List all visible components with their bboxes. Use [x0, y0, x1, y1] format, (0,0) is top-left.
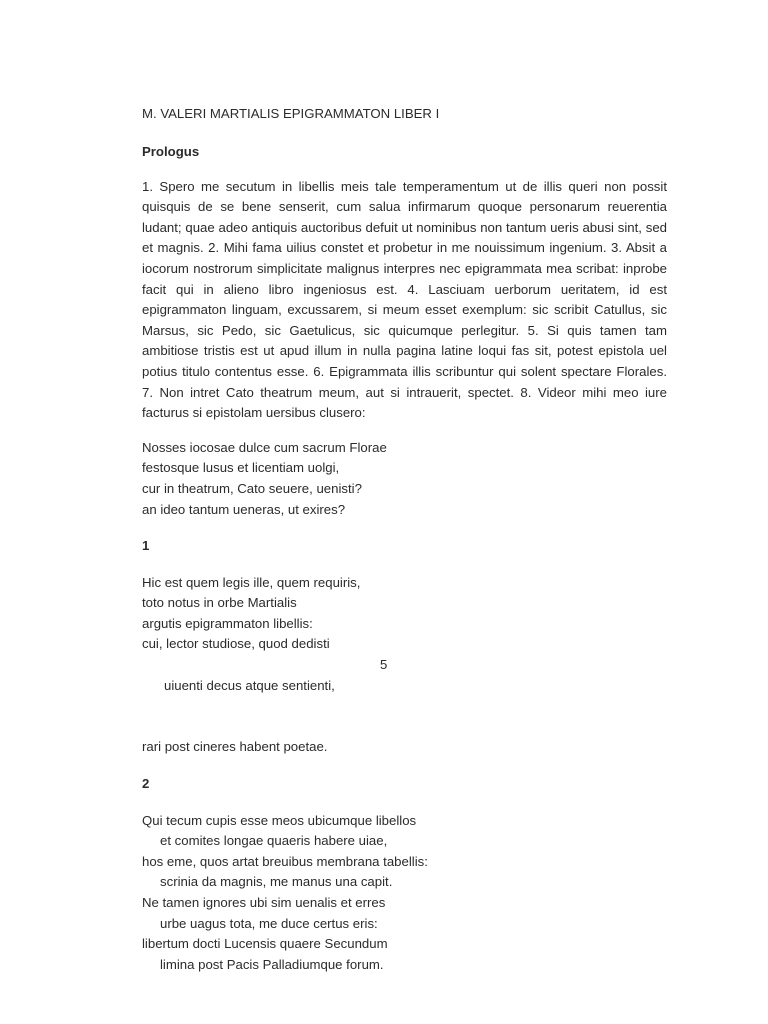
verse-line: hos eme, quos artat breuibus membrana tabellis: [142, 853, 428, 869]
verse-line: Qui tecum cupis esse meos ubicumque libellos [142, 812, 417, 828]
verse-line: toto notus in orbe Martialis [142, 595, 297, 611]
verse-line: rari post cineres habent poetae. [142, 739, 328, 755]
document-page [142, 104, 667, 975]
verse-line-indented: limina post Pacis Palladiumque forum. [160, 956, 384, 972]
verse-line [142, 655, 667, 737]
epigram-1-heading: 1 [142, 538, 150, 554]
verse-line: an ideo tantum ueneras, ut exires? [142, 501, 346, 517]
verse-line: libertum docti Lucensis quaere Secundum [142, 936, 388, 952]
epigram-1-verse [142, 573, 667, 758]
verse-line-indented: scrinia da magnis, me manus una capit. [160, 874, 393, 890]
verse-line: cui, lector studiose, quod dedisti [142, 636, 330, 652]
epigram-2-verse [142, 811, 667, 976]
verse-line: cur in theatrum, Cato seuere, uenisti? [142, 480, 362, 496]
verse-line: Hic est quem legis ille, quem requiris, [142, 574, 361, 590]
line-number: 5 [380, 657, 388, 673]
verse-line-indented: urbe uagus tota, me duce certus eris: [160, 915, 378, 931]
verse-line: festosque lusus et licentiam uolgi, [142, 460, 340, 476]
verse-line-indented: et comites longae quaeris habere uiae, [160, 833, 388, 849]
verse-line: Ne tamen ignores ubi sim uenalis et erres [142, 895, 386, 910]
verse-line: argutis epigrammaton libellis: [142, 615, 313, 631]
prologue-prose: 1. Spero me secutum in libellis meis tale temperamentum ut de illis queri non possit quisquis de se bene senserit, cum salua infirmarum quoque personarum reuerentia ludant; quae adeo antiquis auctoribus defuit ut nominibus non tantum ueris abusi sint, sed et magnis. 2. Mihi fama uilius constet et probetur in me nouissimum ingenium. 3. Absit a iocorum nostrorum simplicitate malignus interpres nec epigrammata mea scribat: inprobe facit qui in alieno libro ingeniosus est. 4. Lasciuam uerborum ueritatem, id est epigrammaton linguam, excussarem, si meum esset exemplum: sic scribit Catullus, sic Marsus, sic Pedo, sic Gaetulicus, sic quicumque perlegitur. 5. Si quis tamen tam ambitiose tristis est ut apud illum in nulla pagina latine loqui fas sit, potest epistola uel potius titulo contentus esse. 6. Epigrammata illis scribuntur qui solent spectare Florales. 7. Non intret Cato theatrum meum, aut si intrauerit, spectet. 8. Videor mihi meo iure facturus si epistolam uersibus clusero: [142, 178, 667, 421]
document-title: M. VALERI MARTIALIS EPIGRAMMATON LIBER I [142, 106, 440, 121]
prologue-heading: Prologus [142, 144, 200, 159]
epigram-2-heading: 2 [142, 776, 150, 792]
verse-line: Nosses iocosae dulce cum sacrum Florae [142, 439, 387, 455]
prologue-verse [142, 438, 667, 520]
verse-line-text: uiuenti decus atque sentienti, [163, 677, 335, 693]
